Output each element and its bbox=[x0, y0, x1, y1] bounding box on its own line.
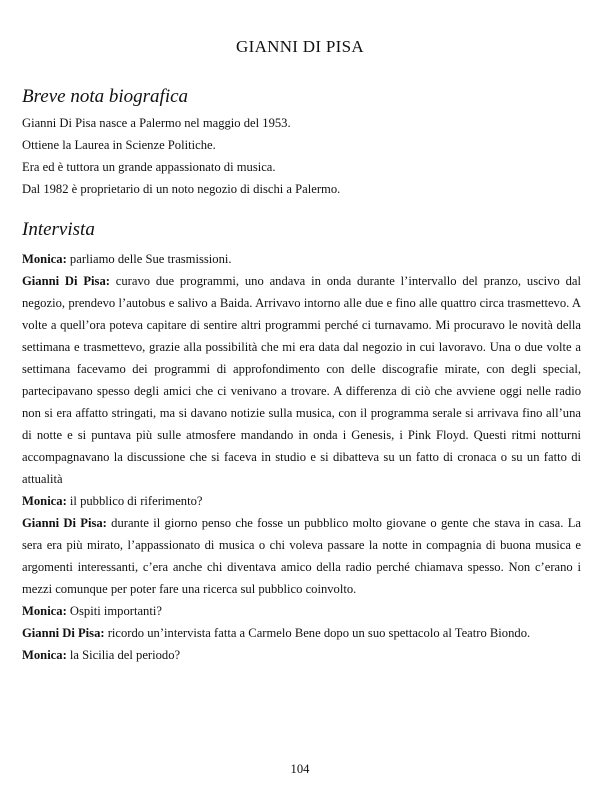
bio-line: Era ed è tuttora un grande appassionato di musica. bbox=[22, 160, 276, 174]
turn-text: la Sicilia del periodo? bbox=[66, 648, 181, 662]
interview-turn bbox=[22, 622, 581, 644]
turn-text: il pubblico di riferimento? bbox=[66, 494, 203, 508]
speaker-label: Monica: bbox=[22, 494, 67, 508]
bio-line: Gianni Di Pisa nasce a Palermo nel maggio del 1953. bbox=[22, 116, 291, 130]
interview-body bbox=[22, 248, 581, 666]
bio-line: Ottiene la Laurea in Scienze Politiche. bbox=[22, 138, 216, 152]
page-title: GIANNI DI PISA bbox=[236, 37, 364, 56]
turn-text: Ospiti importanti? bbox=[66, 604, 162, 618]
speaker-label: Gianni Di Pisa: bbox=[22, 626, 105, 640]
interview-turn bbox=[22, 644, 581, 666]
interview-turn bbox=[22, 248, 581, 270]
page-number: 104 bbox=[290, 762, 310, 776]
speaker-label: Monica: bbox=[22, 648, 67, 662]
interview-turn bbox=[22, 600, 581, 622]
turn-text: curavo due programmi, uno andava in onda durante l’intervallo del pranzo, uscivo dal negozio, prendevo l’autobus e salivo a Baida. Arrivavo intorno alle due e fino alle quattro circa trasmettevo. A volte a quell’ora poteva capitare di sentire altri programmi perché ci turnavamo. Mi procuravo le novità della settimana e trasmettevo, grazie alla possibilità che mi era data dal negozio in cui lavoravo. Una o due volte a settimana facevamo dei programmi di approfondimento con delle discografie mirate, con degli special, partecipavano spesso degli amici che ci venivano a trovare. A differenza di ciò che avviene oggi nelle radio non si era affatto stringati, ma si davano notizie sulla musica, con il programma serale si arrivava fino all’una di notte e si puntava più sulle atmosfere mandando in onda i Genesis, i Pink Floyd. Questi ritmi notturni accompagnavano la discussione che si faceva in studio e si dibatteva su un fatto di cronaca o su un fatto di attualità bbox=[22, 274, 581, 486]
bio-paragraph bbox=[22, 112, 582, 200]
interview-turn bbox=[22, 270, 581, 490]
speaker-label: Gianni Di Pisa: bbox=[22, 274, 110, 288]
turn-text: parliamo delle Sue trasmissioni. bbox=[66, 252, 232, 266]
turn-text: ricordo un’intervista fatta a Carmelo Bene dopo un suo spettacolo al Teatro Biondo. bbox=[104, 626, 531, 640]
speaker-label: Monica: bbox=[22, 604, 67, 618]
turn-text: durante il giorno penso che fosse un pubblico molto giovane o gente che stava in casa. La sera era più mirato, l’appassionato di musica o chi voleva passare la notte in compagnia di buona musica e argomenti interessanti, c’era anche chi diventava amico della radio perché chiamava spesso. Non c’erano i mezzi comunque per poter fare una ricerca sul pubblico coinvolto. bbox=[22, 516, 581, 596]
speaker-label: Monica: bbox=[22, 252, 67, 266]
interview-turn bbox=[22, 490, 581, 512]
bio-heading: Breve nota biografica bbox=[22, 86, 189, 107]
interview-turn bbox=[22, 512, 581, 600]
speaker-label: Gianni Di Pisa: bbox=[22, 516, 107, 530]
bio-line: Dal 1982 è proprietario di un noto negozio di dischi a Palermo. bbox=[22, 182, 341, 196]
interview-heading: Intervista bbox=[22, 219, 95, 240]
